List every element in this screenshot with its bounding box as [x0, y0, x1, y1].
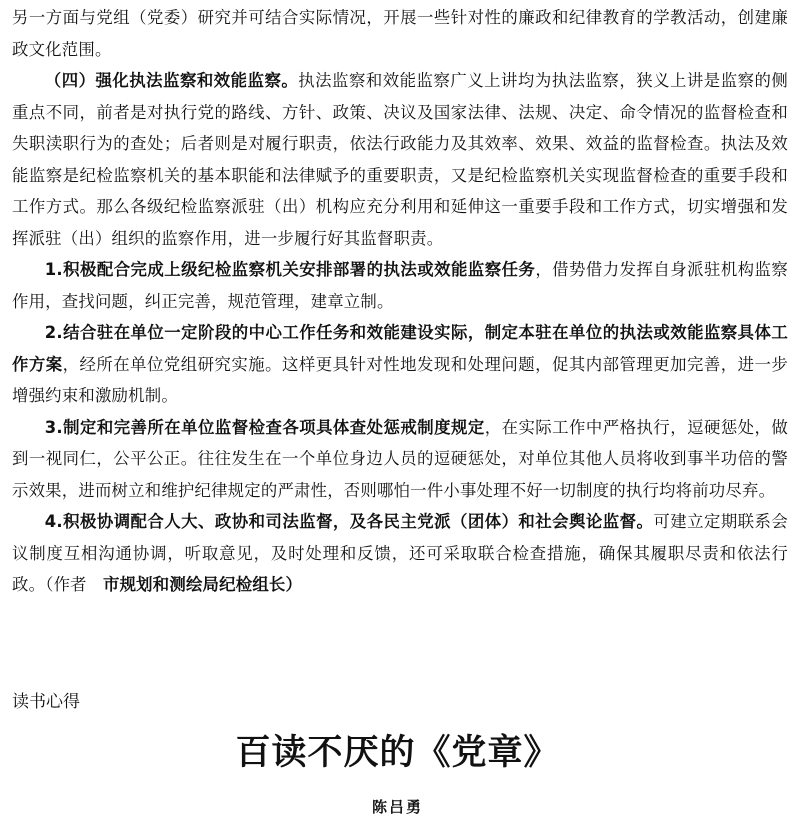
item-1-text: ，借势借力发挥自身派驻机构监察作用，查找问题，纠正完善，规范管理，建章立制。 — [12, 260, 789, 311]
paragraph-section-four — [12, 65, 788, 254]
item-2-text: ，经所在单位党组研究实施。这样更具针对性地发现和处理问题，促其内部管理更加完善，进一步增强约束和激励机制。 — [12, 354, 788, 405]
article-title: 百读不厌的《党章》 — [235, 732, 560, 773]
paragraph-intro — [12, 2, 788, 65]
paragraph-item-3 — [12, 412, 788, 507]
paragraph-intro-text: 另一方面与党组（党委）研究并可结合实际情况，开展一些针对性的廉政和纪律教育的学教活动，创建廉政文化范围。 — [12, 8, 788, 59]
author-credit: 市规划和测绘局纪检组长） — [103, 575, 303, 594]
paragraph-item-2 — [12, 317, 788, 412]
article-author: 陈吕勇 — [371, 798, 423, 816]
item-2-heading: 2.结合驻在单位一定阶段的中心工作任务和效能建设实际，制定本驻在单位的执法或效能监察具体工作方案 — [12, 323, 788, 374]
item-1-heading: 1.积极配合完成上级纪检监察机关安排部署的执法或效能监察任务 — [44, 260, 536, 279]
section-four-text: 执法监察和效能监察广义上讲均为执法监察，狭义上讲是监察的侧重点不同，前者是对执行党的路线、方针、政策、决议及国家法律、法规、决定、命令情况的监督检查和失职渎职行为的查处；后者则是对履行职责，依法行政能力及其效率、效果、效益的监督检查。执法及效能监察是纪检监察机关的基本职能和法律赋予的重要职责，又是纪检监察机关实现监督检查的重要手段和工作方式。那么各级纪检监察派驻（出）机构应充分利用和延伸这一重要手段和工作方式，切实增强和发挥派驻（出）组织的监察作用，进一步履行好其监督职责。 — [12, 71, 788, 248]
section-label: 读书心得 — [12, 692, 80, 712]
item-4-heading: 4.积极协调配合人大、政协和司法监督，及各民主党派（团体）和社会舆论监督。 — [44, 512, 654, 531]
item-4-text: 可建立定期联系会议制度互相沟通协调，听取意见，及时处理和反馈，还可采取联合检查措施，确保其履职尽责和依法行政。（作者 — [12, 512, 788, 594]
paragraph-item-4 — [12, 506, 788, 601]
item-3-heading: 3.制定和完善所在单位监督检查各项具体查处惩戒制度规定 — [44, 417, 485, 437]
section-four-heading: （四）强化执法监察和效能监察。 — [44, 71, 299, 90]
paragraph-item-1 — [12, 254, 788, 317]
item-3-text: ，在实际工作中严格执行，逗硬惩处，做到一视同仁，公平公正。往往发生在一个单位身边人员的逗硬惩处，对单位其他人员将收到事半功倍的警示效果，进而树立和维护纪律规定的严肃性，否则哪怕一件小事处理不好一切制度的执行均将前功尽弃。 — [12, 417, 789, 500]
article-body — [12, 2, 788, 601]
